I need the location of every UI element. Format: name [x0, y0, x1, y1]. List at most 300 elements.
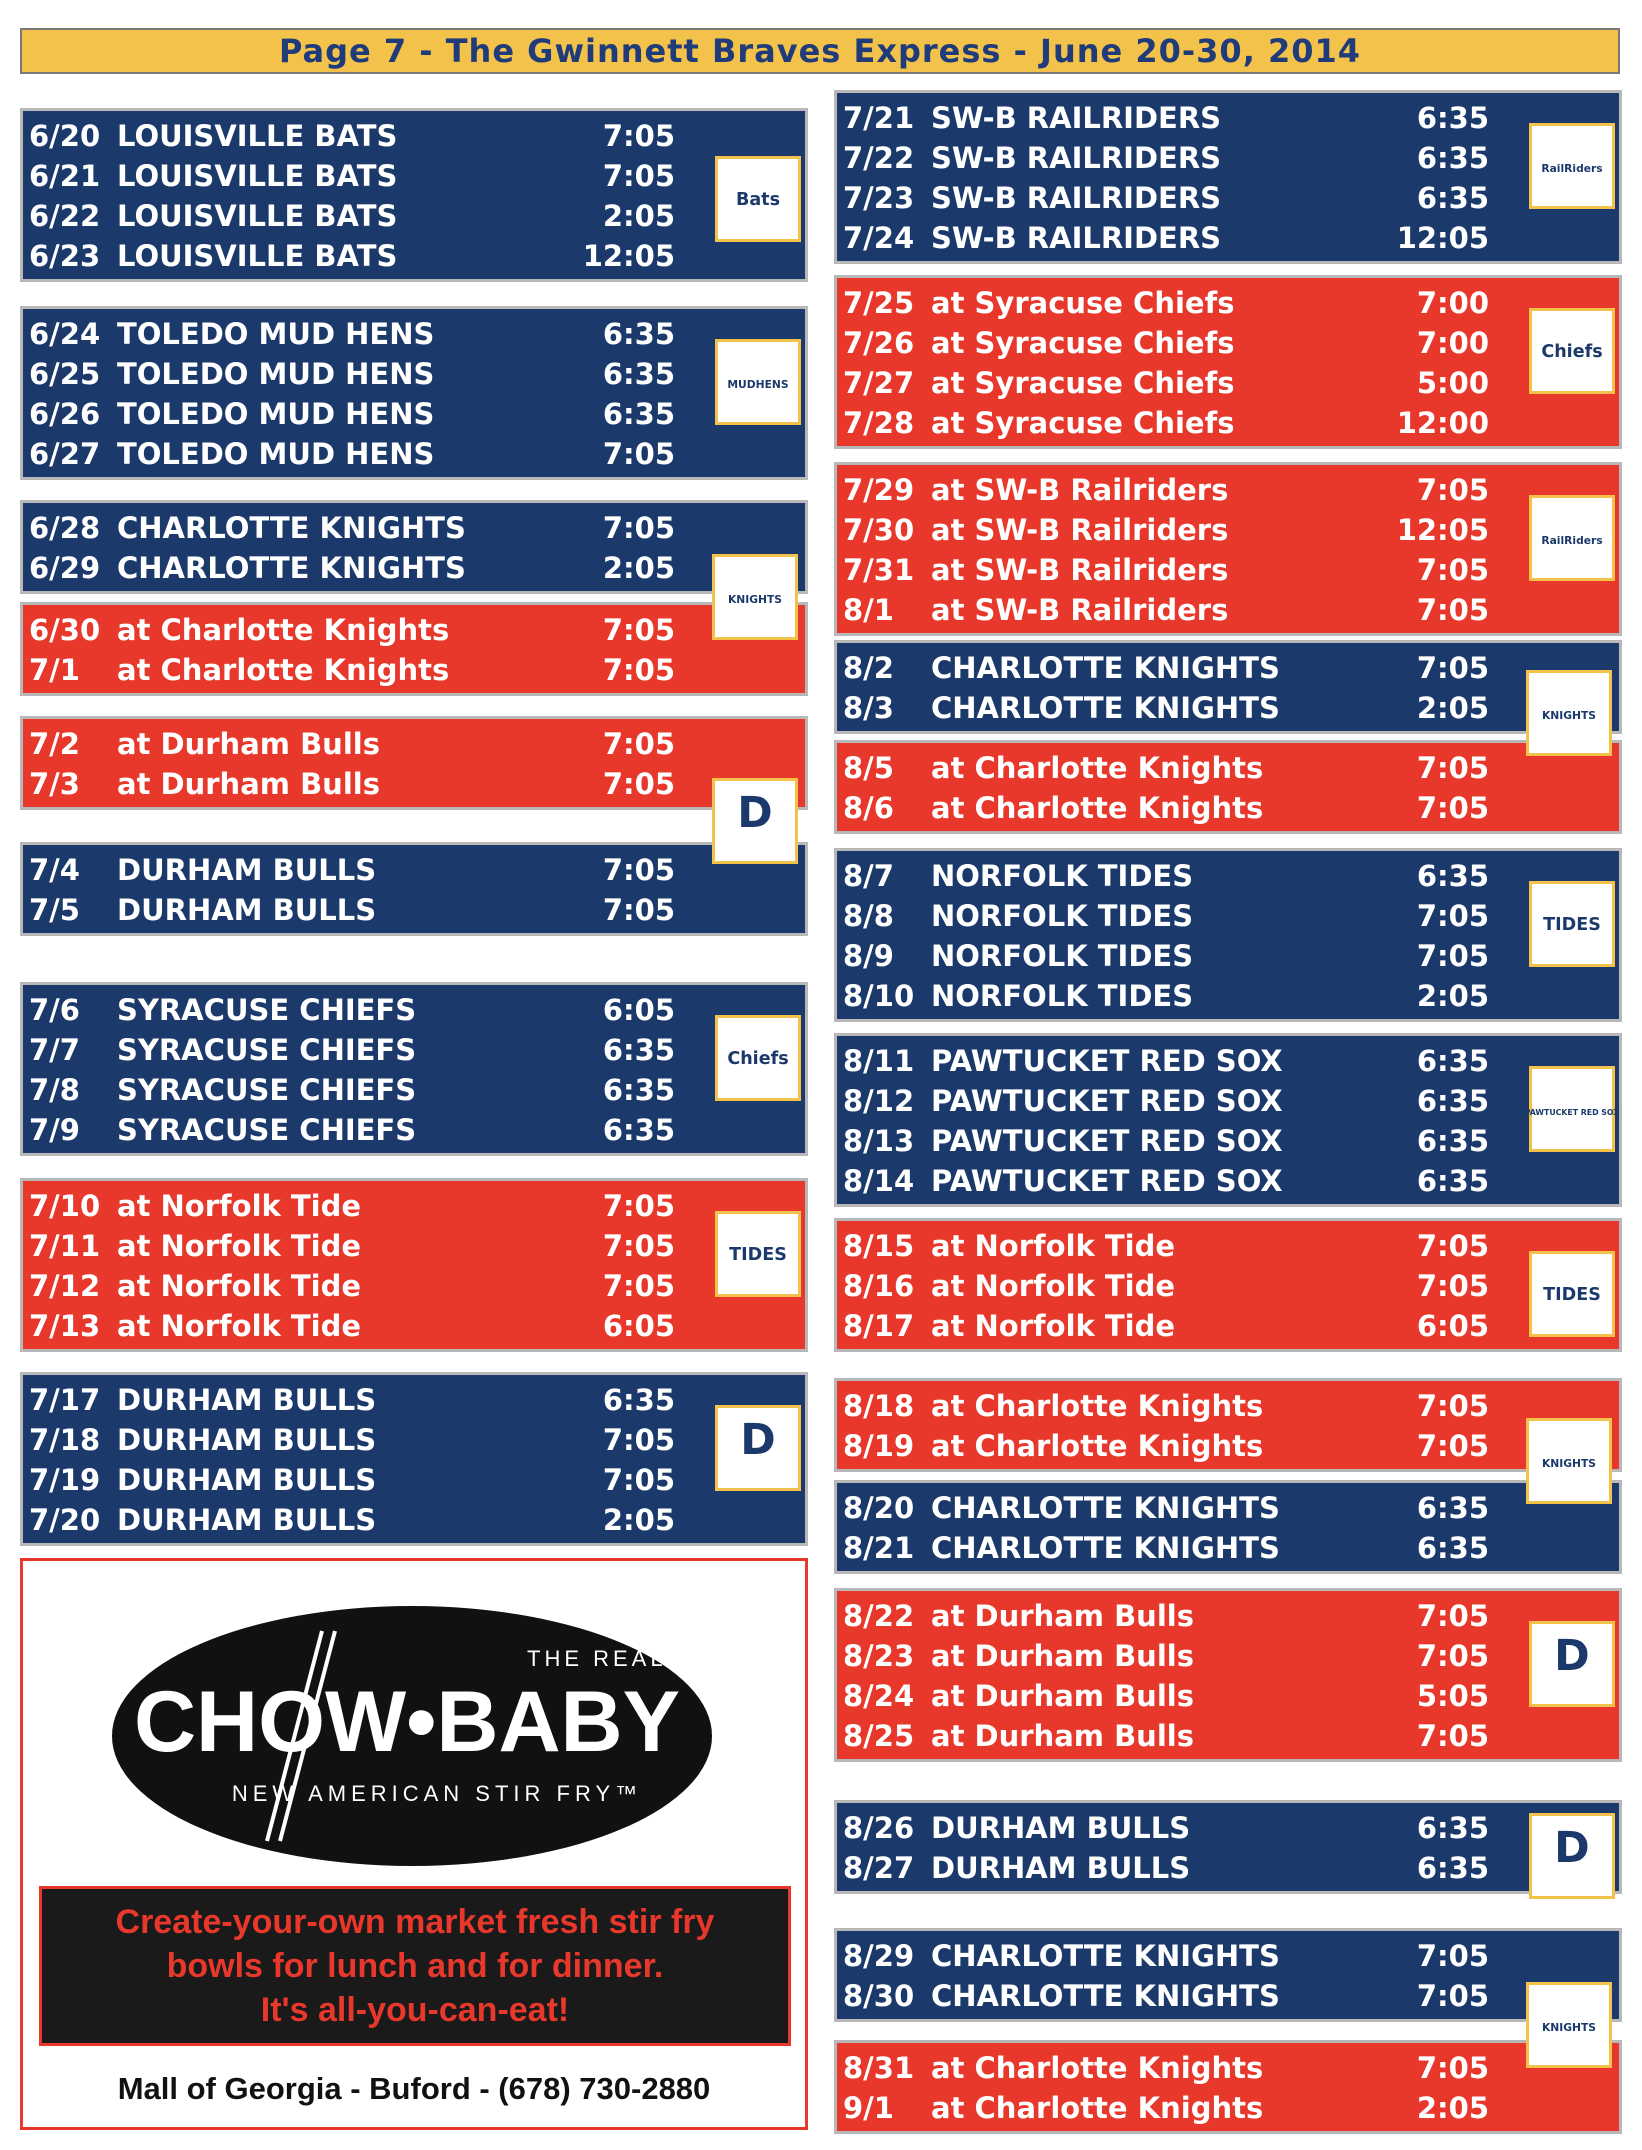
- game-row: [29, 548, 805, 588]
- game-opponent: SW-B RAILRIDERS: [931, 141, 1222, 175]
- game-date: 6/30: [29, 613, 101, 647]
- game-row: [843, 1226, 1619, 1266]
- home-series-block: [20, 500, 808, 594]
- game-row: [843, 1121, 1619, 1161]
- game-row: [843, 1161, 1619, 1201]
- game-time: 7:00: [1416, 326, 1489, 360]
- game-date: 6/22: [29, 199, 101, 233]
- game-time: 7:05: [602, 511, 675, 545]
- game-time: 12:00: [1396, 406, 1489, 440]
- game-date: 6/21: [29, 159, 101, 193]
- game-time: 7:00: [1416, 286, 1489, 320]
- game-date: 8/27: [843, 1851, 915, 1885]
- svg-text:D: D: [1554, 1822, 1590, 1873]
- game-opponent: CHARLOTTE KNIGHTS: [117, 551, 466, 585]
- game-row: [843, 283, 1619, 323]
- game-date: 7/22: [843, 141, 915, 175]
- game-row: [29, 314, 805, 354]
- game-row: [843, 510, 1619, 550]
- game-date: 6/23: [29, 239, 101, 273]
- game-opponent: at Syracuse Chiefs: [931, 366, 1235, 400]
- game-time: 6:35: [1416, 1811, 1489, 1845]
- game-row: [29, 434, 805, 474]
- game-time: 6:35: [602, 357, 675, 391]
- game-time: 7:05: [602, 1269, 675, 1303]
- svg-text:KNIGHTS: KNIGHTS: [1541, 1456, 1597, 1470]
- game-opponent: SYRACUSE CHIEFS: [117, 1033, 417, 1067]
- game-row: [843, 218, 1619, 258]
- game-opponent: PAWTUCKET RED SOX: [931, 1084, 1283, 1118]
- game-date: 7/30: [843, 513, 915, 547]
- game-row: [29, 610, 805, 650]
- game-date: 8/6: [843, 791, 894, 825]
- game-date: 7/10: [29, 1189, 101, 1223]
- game-date: 6/29: [29, 551, 101, 585]
- game-date: 7/25: [843, 286, 915, 320]
- game-opponent: at Charlotte Knights: [931, 1429, 1264, 1463]
- svg-text:RailRiders: RailRiders: [1541, 533, 1603, 547]
- game-row: [29, 508, 805, 548]
- game-row: [29, 196, 805, 236]
- game-time: 6:35: [1416, 1164, 1489, 1198]
- game-row: [29, 850, 805, 890]
- game-date: 7/29: [843, 473, 915, 507]
- game-time: 6:35: [1416, 1851, 1489, 1885]
- game-time: 7:05: [1416, 1719, 1489, 1753]
- game-time: 7:05: [1416, 1979, 1489, 2013]
- game-opponent: DURHAM BULLS: [117, 1423, 377, 1457]
- game-opponent: at Norfolk Tide: [117, 1229, 362, 1263]
- ad-tagline: NEW AMERICAN STIR FRY™: [231, 1781, 643, 1806]
- game-opponent: at Syracuse Chiefs: [931, 326, 1235, 360]
- game-opponent: DURHAM BULLS: [117, 893, 377, 927]
- home-series-block: [20, 982, 808, 1156]
- game-time: 7:05: [602, 119, 675, 153]
- game-opponent: at Charlotte Knights: [117, 613, 450, 647]
- game-date: 7/7: [29, 1033, 80, 1067]
- svg-text:MUDHENS: MUDHENS: [727, 377, 789, 391]
- away-series-block: [834, 1588, 1622, 1762]
- game-date: 6/24: [29, 317, 101, 351]
- away-series-block: [834, 1378, 1622, 1472]
- game-time: 6:05: [1416, 1309, 1489, 1343]
- team-logo-icon: [1526, 1982, 1612, 2068]
- game-row: [843, 648, 1619, 688]
- game-opponent: CHARLOTTE KNIGHTS: [117, 511, 466, 545]
- game-opponent: DURHAM BULLS: [117, 1383, 377, 1417]
- game-time: 2:05: [1416, 691, 1489, 725]
- game-time: 7:05: [602, 893, 675, 927]
- game-time: 7:05: [1416, 1639, 1489, 1673]
- away-series-block: [20, 1178, 808, 1352]
- game-row: [843, 363, 1619, 403]
- game-row: [843, 1676, 1619, 1716]
- team-logo-icon: [1526, 1418, 1612, 1504]
- team-logo-icon: [1529, 1621, 1615, 1707]
- game-date: 8/26: [843, 1811, 915, 1845]
- game-opponent: CHARLOTTE KNIGHTS: [931, 1531, 1280, 1565]
- game-row: [843, 1976, 1619, 2016]
- game-date: 7/8: [29, 1073, 80, 1107]
- game-row: [843, 1636, 1619, 1676]
- game-row: [843, 1716, 1619, 1756]
- game-time: 7:05: [1416, 553, 1489, 587]
- game-row: [843, 748, 1619, 788]
- game-row: [29, 116, 805, 156]
- game-row: [843, 1041, 1619, 1081]
- game-date: 6/26: [29, 397, 101, 431]
- game-opponent: LOUISVILLE BATS: [117, 119, 398, 153]
- game-time: 6:35: [602, 397, 675, 431]
- game-date: 6/28: [29, 511, 101, 545]
- game-date: 7/1: [29, 653, 80, 687]
- game-date: 8/10: [843, 979, 915, 1013]
- game-date: 8/24: [843, 1679, 915, 1713]
- game-opponent: LOUISVILLE BATS: [117, 239, 398, 273]
- ad-banner: [39, 1886, 791, 2046]
- game-opponent: at Norfolk Tide: [117, 1269, 362, 1303]
- game-row: [843, 2088, 1619, 2128]
- game-row: [29, 1266, 805, 1306]
- game-time: 12:05: [1396, 221, 1489, 255]
- game-opponent: at Norfolk Tide: [931, 1269, 1176, 1303]
- home-series-block: [834, 90, 1622, 264]
- game-date: 8/19: [843, 1429, 915, 1463]
- game-date: 8/13: [843, 1124, 915, 1158]
- svg-text:KNIGHTS: KNIGHTS: [1541, 708, 1597, 722]
- home-series-block: [20, 1372, 808, 1546]
- game-opponent: PAWTUCKET RED SOX: [931, 1124, 1283, 1158]
- game-time: 5:00: [1416, 366, 1489, 400]
- game-time: 7:05: [602, 653, 675, 687]
- game-date: 8/16: [843, 1269, 915, 1303]
- game-opponent: at Charlotte Knights: [931, 791, 1264, 825]
- game-opponent: PAWTUCKET RED SOX: [931, 1164, 1283, 1198]
- game-row: [843, 550, 1619, 590]
- game-date: 7/27: [843, 366, 915, 400]
- game-row: [29, 764, 805, 804]
- chow-baby-logo: [107, 1601, 717, 1871]
- home-series-block: [20, 108, 808, 282]
- game-date: 8/7: [843, 859, 894, 893]
- game-row: [843, 1848, 1619, 1888]
- game-opponent: TOLEDO MUD HENS: [117, 357, 435, 391]
- page-header: [20, 28, 1620, 74]
- game-time: 6:35: [1416, 1531, 1489, 1565]
- game-date: 8/12: [843, 1084, 915, 1118]
- game-date: 7/17: [29, 1383, 101, 1417]
- away-series-block: [834, 2040, 1622, 2134]
- game-time: 7:05: [1416, 1389, 1489, 1423]
- game-time: 6:35: [602, 1113, 675, 1147]
- home-series-block: [20, 306, 808, 480]
- game-time: 6:35: [1416, 1084, 1489, 1118]
- game-row: [29, 1460, 805, 1500]
- away-series-block: [20, 602, 808, 696]
- game-row: [843, 688, 1619, 728]
- game-row: [29, 1420, 805, 1460]
- game-date: 8/18: [843, 1389, 915, 1423]
- game-row: [29, 890, 805, 930]
- team-logo-icon: [715, 1211, 801, 1297]
- game-time: 7:05: [1416, 939, 1489, 973]
- game-time: 6:35: [1416, 181, 1489, 215]
- game-time: 6:35: [1416, 1491, 1489, 1525]
- game-opponent: LOUISVILLE BATS: [117, 199, 398, 233]
- game-opponent: at Durham Bulls: [931, 1719, 1194, 1753]
- game-time: 12:05: [582, 239, 675, 273]
- game-date: 8/20: [843, 1491, 915, 1525]
- game-time: 7:05: [1416, 1939, 1489, 1973]
- game-date: 8/17: [843, 1309, 915, 1343]
- game-opponent: at Charlotte Knights: [931, 1389, 1264, 1423]
- game-row: [29, 650, 805, 690]
- game-date: 9/1: [843, 2091, 894, 2125]
- game-opponent: at Charlotte Knights: [931, 2091, 1264, 2125]
- game-row: [843, 856, 1619, 896]
- game-date: 7/31: [843, 553, 915, 587]
- game-row: [843, 1596, 1619, 1636]
- game-time: 7:05: [1416, 899, 1489, 933]
- game-opponent: at Durham Bulls: [117, 727, 380, 761]
- game-row: [29, 1306, 805, 1346]
- svg-text:TIDES: TIDES: [729, 1244, 787, 1265]
- game-row: [29, 354, 805, 394]
- game-row: [29, 1030, 805, 1070]
- team-logo-icon: [712, 778, 798, 864]
- game-time: 7:05: [602, 727, 675, 761]
- game-opponent: CHARLOTTE KNIGHTS: [931, 651, 1280, 685]
- game-opponent: LOUISVILLE BATS: [117, 159, 398, 193]
- game-date: 8/15: [843, 1229, 915, 1263]
- game-time: 7:05: [602, 1463, 675, 1497]
- game-time: 2:05: [602, 1503, 675, 1537]
- game-opponent: DURHAM BULLS: [117, 1463, 377, 1497]
- game-row: [843, 976, 1619, 1016]
- team-logo-icon: [1529, 123, 1615, 209]
- game-time: 7:05: [1416, 473, 1489, 507]
- game-opponent: SW-B RAILRIDERS: [931, 181, 1222, 215]
- game-opponent: DURHAM BULLS: [117, 1503, 377, 1537]
- team-logo-icon: [1524, 1066, 1620, 1152]
- game-time: 7:05: [1416, 1429, 1489, 1463]
- game-opponent: CHARLOTTE KNIGHTS: [931, 1979, 1280, 2013]
- page-title: Page 7 - The Gwinnett Braves Express - June 20-30, 2014: [278, 32, 1362, 70]
- game-opponent: at Charlotte Knights: [931, 2051, 1264, 2085]
- game-date: 7/20: [29, 1503, 101, 1537]
- team-logo-icon: [1529, 495, 1615, 581]
- game-opponent: NORFOLK TIDES: [931, 939, 1194, 973]
- game-opponent: at Charlotte Knights: [117, 653, 450, 687]
- svg-text:TIDES: TIDES: [1543, 914, 1601, 935]
- game-opponent: at Norfolk Tide: [117, 1189, 362, 1223]
- svg-text:Chiefs: Chiefs: [1541, 341, 1603, 362]
- game-date: 8/21: [843, 1531, 915, 1565]
- game-opponent: NORFOLK TIDES: [931, 979, 1194, 1013]
- game-date: 7/9: [29, 1113, 80, 1147]
- svg-text:D: D: [1554, 1630, 1590, 1681]
- game-opponent: at SW-B Railriders: [931, 553, 1229, 587]
- game-date: 7/21: [843, 101, 915, 135]
- game-date: 7/3: [29, 767, 80, 801]
- game-opponent: CHARLOTTE KNIGHTS: [931, 1491, 1280, 1525]
- game-opponent: DURHAM BULLS: [931, 1851, 1191, 1885]
- game-opponent: PAWTUCKET RED SOX: [931, 1044, 1283, 1078]
- game-row: [843, 936, 1619, 976]
- team-logo-icon: [1529, 881, 1615, 967]
- game-row: [843, 1266, 1619, 1306]
- game-time: 6:35: [1416, 1124, 1489, 1158]
- svg-text:Bats: Bats: [735, 189, 781, 210]
- game-time: 7:05: [602, 1229, 675, 1263]
- game-opponent: at Durham Bulls: [931, 1679, 1194, 1713]
- svg-text:KNIGHTS: KNIGHTS: [1541, 2020, 1597, 2034]
- home-series-block: [834, 848, 1622, 1022]
- game-date: 7/12: [29, 1269, 101, 1303]
- game-date: 8/30: [843, 1979, 915, 2013]
- game-opponent: NORFOLK TIDES: [931, 859, 1194, 893]
- game-time: 6:05: [602, 1309, 675, 1343]
- game-row: [843, 1426, 1619, 1466]
- game-date: 7/6: [29, 993, 80, 1027]
- game-time: 7:05: [602, 1423, 675, 1457]
- game-row: [843, 1528, 1619, 1568]
- game-opponent: CHARLOTTE KNIGHTS: [931, 1939, 1280, 1973]
- home-series-block: [834, 1800, 1622, 1894]
- away-series-block: [834, 275, 1622, 449]
- game-row: [29, 724, 805, 764]
- game-opponent: DURHAM BULLS: [931, 1811, 1191, 1845]
- game-opponent: NORFOLK TIDES: [931, 899, 1194, 933]
- game-row: [843, 470, 1619, 510]
- game-row: [29, 1186, 805, 1226]
- game-row: [843, 323, 1619, 363]
- game-date: 7/13: [29, 1309, 101, 1343]
- game-date: 8/31: [843, 2051, 915, 2085]
- game-opponent: TOLEDO MUD HENS: [117, 397, 435, 431]
- game-date: 8/9: [843, 939, 894, 973]
- game-date: 8/25: [843, 1719, 915, 1753]
- team-logo-icon: [715, 1015, 801, 1101]
- game-opponent: DURHAM BULLS: [117, 853, 377, 887]
- ad-banner-line: bowls for lunch and for dinner.: [166, 1947, 664, 1985]
- away-series-block: [834, 1218, 1622, 1352]
- game-row: [843, 2048, 1619, 2088]
- game-time: 7:05: [1416, 1269, 1489, 1303]
- game-date: 7/24: [843, 221, 915, 255]
- game-time: 6:35: [602, 1383, 675, 1417]
- game-row: [29, 990, 805, 1030]
- game-time: 7:05: [1416, 1229, 1489, 1263]
- game-date: 8/1: [843, 593, 894, 627]
- game-time: 7:05: [1416, 593, 1489, 627]
- game-row: [843, 138, 1619, 178]
- game-time: 7:05: [1416, 2051, 1489, 2085]
- game-row: [29, 156, 805, 196]
- away-series-block: [834, 462, 1622, 636]
- game-row: [29, 1110, 805, 1150]
- game-opponent: SW-B RAILRIDERS: [931, 101, 1222, 135]
- team-logo-icon: [1529, 1813, 1615, 1899]
- game-date: 8/2: [843, 651, 894, 685]
- game-opponent: at Durham Bulls: [931, 1599, 1194, 1633]
- game-opponent: TOLEDO MUD HENS: [117, 317, 435, 351]
- svg-text:D: D: [740, 1414, 776, 1465]
- team-logo-icon: [712, 554, 798, 640]
- svg-text:KNIGHTS: KNIGHTS: [727, 592, 783, 606]
- game-time: 6:05: [602, 993, 675, 1027]
- game-time: 2:05: [1416, 979, 1489, 1013]
- game-time: 7:05: [602, 853, 675, 887]
- ad-footer: Mall of Georgia - Buford - (678) 730-2880: [117, 2071, 711, 2106]
- game-time: 6:35: [602, 1033, 675, 1067]
- game-opponent: at Durham Bulls: [117, 767, 380, 801]
- svg-text:TIDES: TIDES: [1543, 1284, 1601, 1305]
- team-logo-icon: [1526, 670, 1612, 756]
- game-time: 7:05: [1416, 751, 1489, 785]
- home-series-block: [834, 1033, 1622, 1207]
- game-row: [29, 394, 805, 434]
- game-row: [843, 403, 1619, 443]
- game-time: 5:05: [1416, 1679, 1489, 1713]
- game-date: 8/22: [843, 1599, 915, 1633]
- game-opponent: at SW-B Railriders: [931, 593, 1229, 627]
- game-time: 7:05: [602, 437, 675, 471]
- game-opponent: SW-B RAILRIDERS: [931, 221, 1222, 255]
- ad-banner-line: Create-your-own market fresh stir fry: [115, 1903, 715, 1941]
- game-time: 2:05: [1416, 2091, 1489, 2125]
- home-series-block: [834, 1480, 1622, 1574]
- team-logo-icon: [1529, 1251, 1615, 1337]
- game-opponent: SYRACUSE CHIEFS: [117, 1073, 417, 1107]
- game-row: [843, 1081, 1619, 1121]
- home-series-block: [834, 640, 1622, 734]
- game-opponent: at Charlotte Knights: [931, 751, 1264, 785]
- game-date: 8/3: [843, 691, 894, 725]
- game-time: 7:05: [602, 613, 675, 647]
- game-row: [29, 1380, 805, 1420]
- game-opponent: at Norfolk Tide: [931, 1229, 1176, 1263]
- game-row: [843, 1488, 1619, 1528]
- game-row: [843, 1386, 1619, 1426]
- game-row: [29, 1500, 805, 1540]
- game-time: 6:35: [1416, 141, 1489, 175]
- game-date: 8/14: [843, 1164, 915, 1198]
- game-date: 7/28: [843, 406, 915, 440]
- game-time: 6:35: [1416, 859, 1489, 893]
- game-time: 6:35: [1416, 1044, 1489, 1078]
- game-opponent: at SW-B Railriders: [931, 513, 1229, 547]
- game-row: [843, 590, 1619, 630]
- ad-banner-line: It's all-you-can-eat!: [260, 1991, 570, 2029]
- game-time: 7:05: [602, 767, 675, 801]
- game-row: [843, 788, 1619, 828]
- game-date: 8/5: [843, 751, 894, 785]
- game-date: 8/29: [843, 1939, 915, 1973]
- game-row: [843, 98, 1619, 138]
- game-row: [843, 178, 1619, 218]
- game-date: 7/23: [843, 181, 915, 215]
- game-opponent: at Norfolk Tide: [931, 1309, 1176, 1343]
- home-series-block: [20, 842, 808, 936]
- game-date: 7/18: [29, 1423, 101, 1457]
- game-row: [29, 236, 805, 276]
- game-opponent: TOLEDO MUD HENS: [117, 437, 435, 471]
- game-date: 7/11: [29, 1229, 101, 1263]
- away-series-block: [834, 740, 1622, 834]
- team-logo-icon: [715, 1405, 801, 1491]
- svg-text:D: D: [737, 787, 773, 838]
